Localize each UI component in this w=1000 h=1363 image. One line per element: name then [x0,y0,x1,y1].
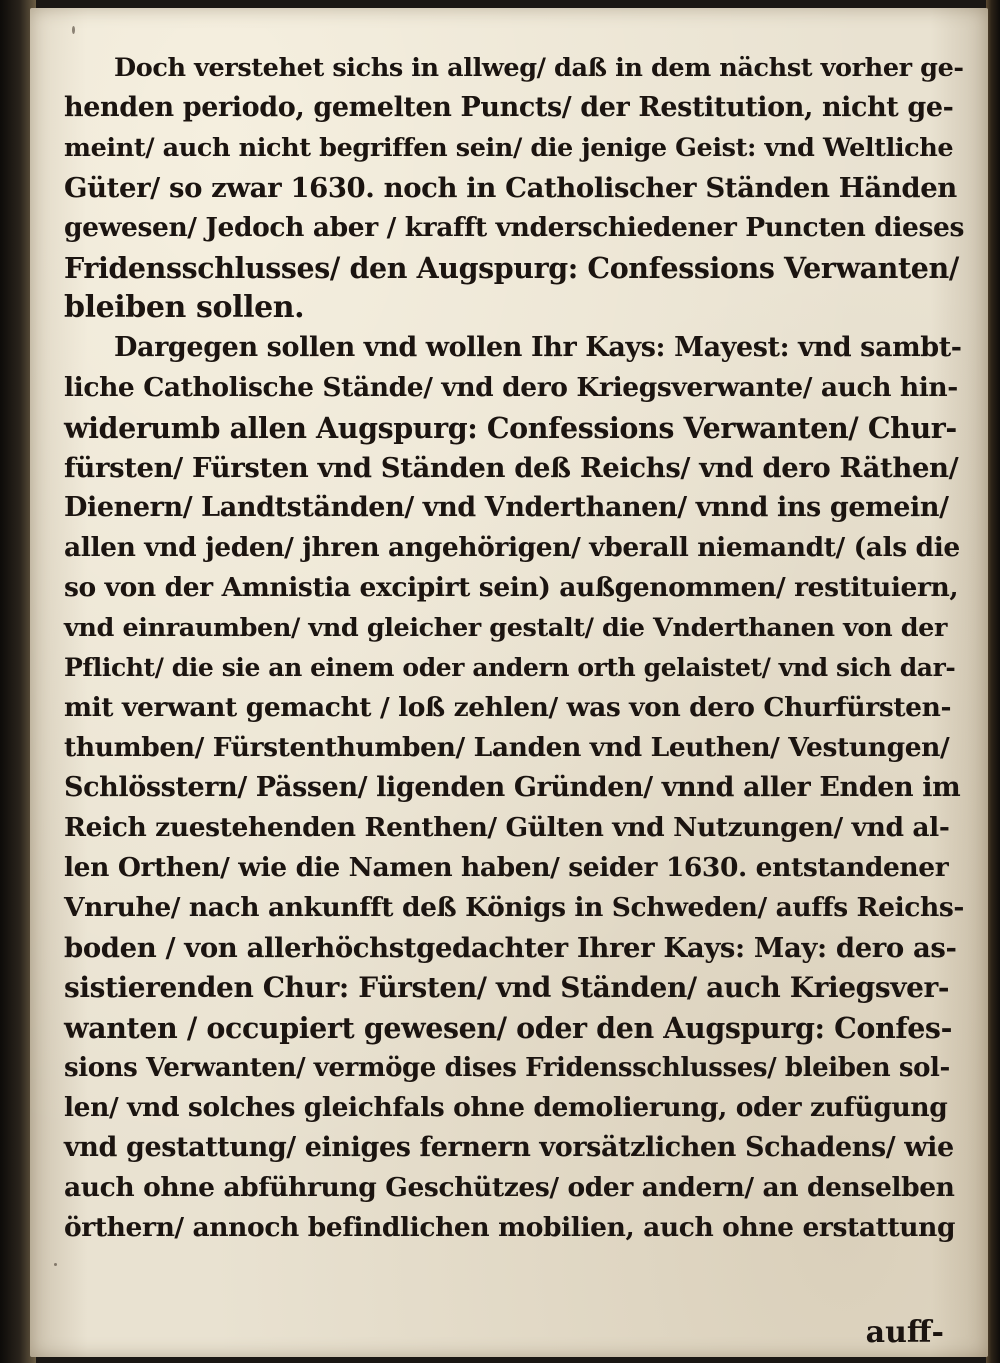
text-line: vnd einraumben/ vnd gleicher gestalt/ die Vnderthanen von der [64,613,948,643]
text-line: mit verwant gemacht / loß zehlen/ was von dero Churfürsten- [64,692,952,723]
text-line: gewesen/ Jedoch aber / krafft vnderschiedener Puncten dieses [64,212,964,243]
text-line: so von der Amnistia excipirt sein) außgenommen/ restituiern, [64,572,959,603]
body-text [64,48,964,1248]
book-right-edge [986,0,1000,1363]
text-line: vnd gestattung/ einiges fernern vorsätzlichen Schadens/ wie [64,1132,954,1163]
text-line: meint/ auch nicht begriffen sein/ die jenige Geist: vnd Weltliche [64,133,954,163]
text-line: sions Verwanten/ vermöge dises Fridensschlusses/ bleiben sol- [64,1053,950,1083]
text-line: wanten / occupiert gewesen/ oder den Augspurg: Confes- [64,1011,953,1045]
text-line: widerumb allen Augspurg: Confessions Verwanten/ Chur- [64,411,957,445]
text-line: Fridensschlusses/ den Augspurg: Confessions Verwanten/ [64,251,959,285]
text-line: Doch verstehet sichs in allweg/ daß in dem nächst vorher ge- [114,53,964,83]
catchword: auff- [865,1315,944,1350]
paper-page [30,8,988,1357]
text-line: Dienern/ Landtständen/ vnd Vnderthanen/ vnnd ins gemein/ [64,492,949,523]
text-line: len Orthen/ wie die Namen haben/ seider 1630. entstandener [64,852,949,883]
text-line: bleiben sollen. [64,290,305,325]
text-line: liche Catholische Stände/ vnd dero Kriegsverwante/ auch hin- [64,372,958,403]
text-line: allen vnd jeden/ jhren angehörigen/ vberall niemandt/ (als die [64,532,960,563]
text-line: len/ vnd solches gleichfals ohne demolierung, oder zufügung [64,1092,948,1123]
text-line: Pflicht/ die sie an einem oder andern orth gelaistet/ vnd sich dar- [64,653,956,682]
text-line: Dargegen sollen vnd wollen Ihr Kays: Mayest: vnd sambt- [114,332,962,363]
text-line: sistierenden Chur: Fürsten/ vnd Ständen/ auch Kriegsver- [64,971,950,1004]
text-line: Güter/ so zwar 1630. noch in Catholischer Ständen Händen [64,172,957,204]
text-line: boden / von allerhöchstgedachter Ihrer Kays: May: dero as- [64,932,957,964]
text-line: auch ohne abführung Geschützes/ oder andern/ an denselben [64,1172,955,1203]
text-line: Vnruhe/ nach ankunfft deß Königs in Schweden/ auffs Reichs- [64,892,965,923]
text-line: örthern/ annoch befindlichen mobilien, auch ohne erstattung [64,1212,956,1243]
text-line: thumben/ Fürstenthumben/ Landen vnd Leuthen/ Vestungen/ [64,732,950,763]
ink-speck [54,1263,57,1266]
ink-speck [72,26,75,34]
text-line: Schlösstern/ Pässen/ ligenden Gründen/ vnnd aller Enden im [64,772,961,803]
text-line: henden periodo, gemelten Puncts/ der Restitution, nicht ge- [64,92,954,123]
text-line: fürsten/ Fürsten vnd Ständen deß Reichs/ vnd dero Räthen/ [64,452,959,484]
text-line: Reich zuestehenden Renthen/ Gülten vnd Nutzungen/ vnd al- [64,812,950,843]
